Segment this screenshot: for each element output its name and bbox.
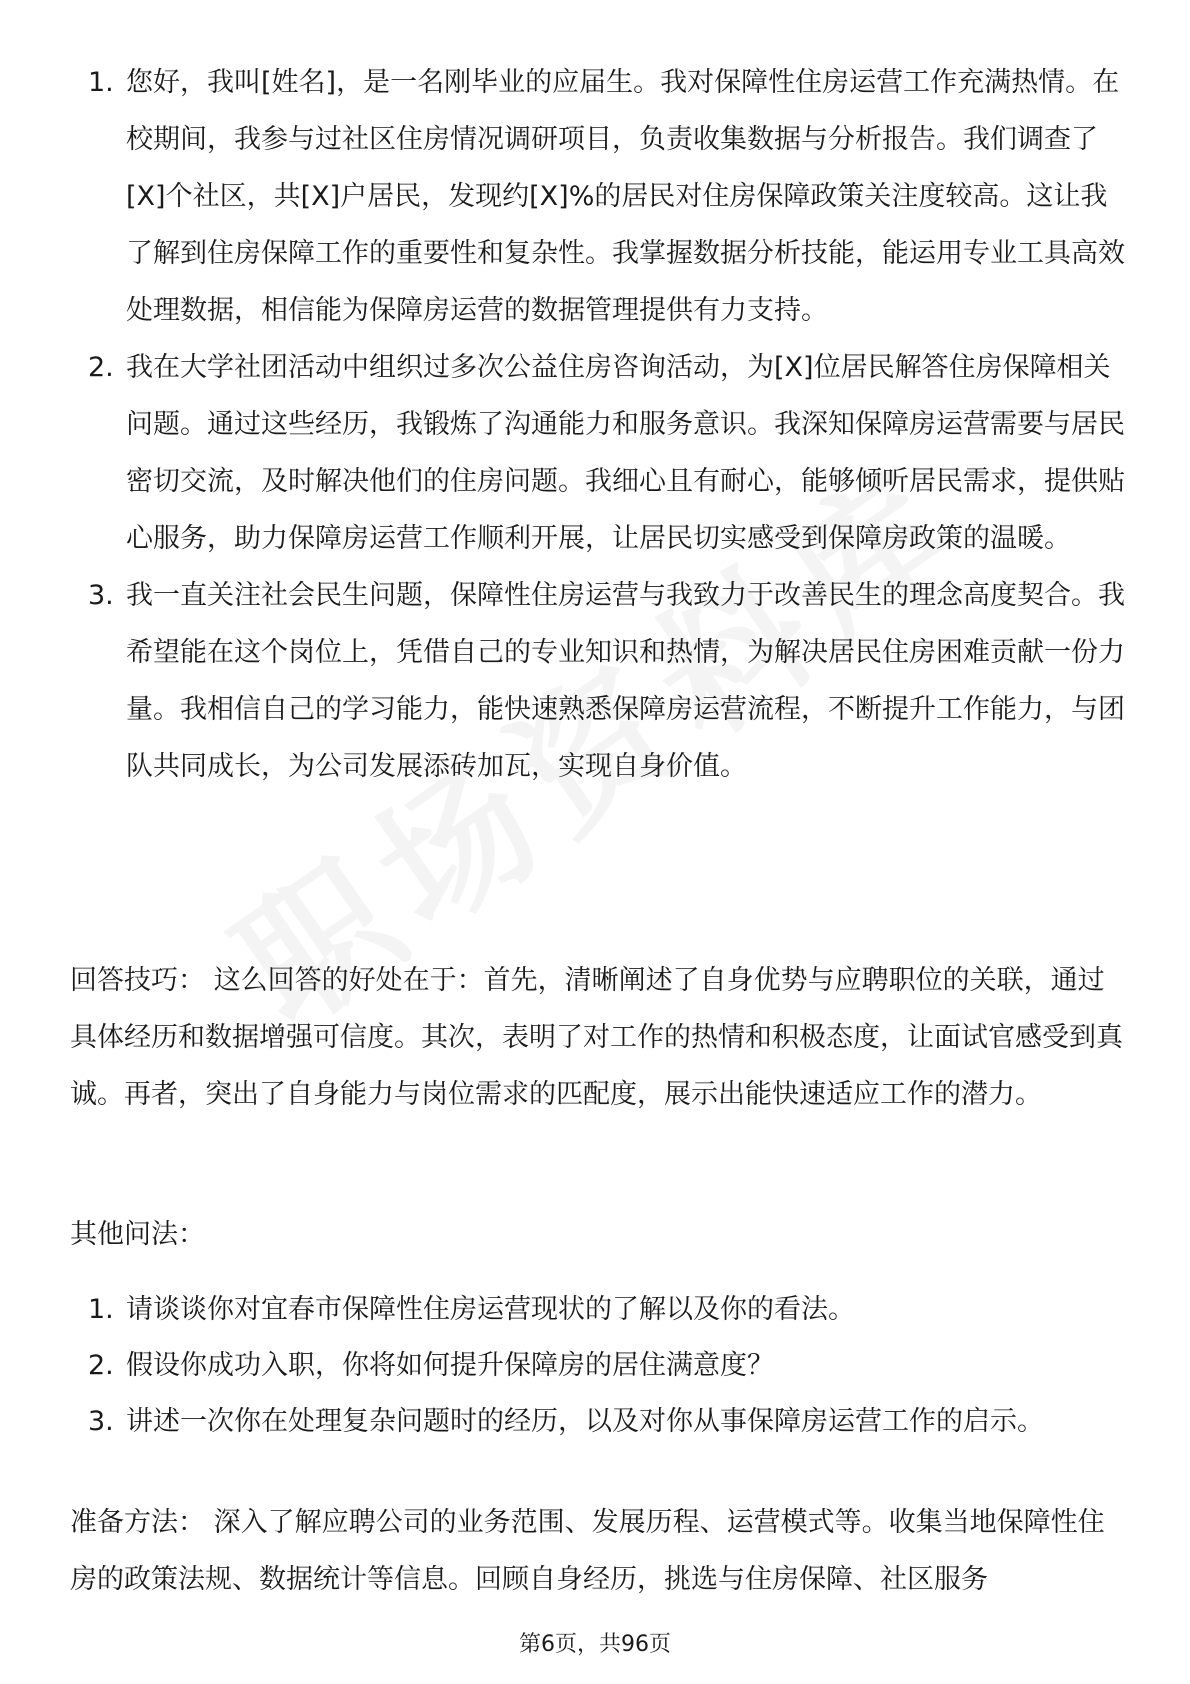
other-questions-heading: 其他问法： bbox=[70, 1219, 205, 1250]
answer-text: 我在大学社团活动中组织过多次公益住房咨询活动，为[X]位居民解答住房保障相关问题。通过这些经历，我锻炼了沟通能力和服务意识。我深知保障房运营需要与居民密切交流，及时解决他们的住房问题。我细心且有耐心，能够倾听居民需求，提供贴心服务，助力保障房运营工作顺利开展，让居民切实感受到保障房政策的温暖。 bbox=[126, 352, 1125, 554]
page-number-footer: 第6页，共96页 bbox=[519, 1632, 671, 1657]
answer-list bbox=[88, 54, 1128, 795]
list-item bbox=[88, 567, 1128, 795]
list-item bbox=[88, 54, 1128, 339]
list-number: 1. bbox=[88, 67, 114, 98]
list-number: 2. bbox=[88, 352, 114, 383]
list-number: 2. bbox=[88, 1350, 114, 1381]
list-number: 3. bbox=[88, 580, 114, 611]
list-item bbox=[88, 1394, 1128, 1450]
other-questions-list bbox=[88, 1282, 1128, 1450]
question-text: 假设你成功入职，你将如何提升保障房的居住满意度？ bbox=[126, 1350, 774, 1381]
answer-text: 您好，我叫[姓名]，是一名刚毕业的应届生。我对保障性住房运营工作充满热情。在校期间，我参与过社区住房情况调研项目，负责收集数据与分析报告。我们调查了[X]个社区，共[X]户居民，发现约[X]%的居民对住房保障政策关注度较高。这让我了解到住房保障工作的重要性和复杂性。我掌握数据分析技能，能运用专业工具高效处理数据，相信能为保障房运营的数据管理提供有力支持。 bbox=[126, 67, 1125, 326]
question-text: 请谈谈你对宜春市保障性住房运营现状的了解以及你的看法。 bbox=[126, 1294, 855, 1325]
answer-tips-paragraph: 回答技巧： 这么回答的好处在于：首先，清晰阐述了自身优势与应聘职位的关联，通过具体经历和数据增强可信度。其次，表明了对工作的热情和积极态度，让面试官感受到真诚。再者，突出了自身能力与岗位需求的匹配度，展示出能快速适应工作的潜力。 bbox=[70, 965, 1123, 1110]
list-item bbox=[88, 1338, 1128, 1394]
list-number: 1. bbox=[88, 1294, 114, 1325]
list-number: 3. bbox=[88, 1406, 114, 1437]
list-item bbox=[88, 339, 1128, 567]
preparation-paragraph: 准备方法： 深入了解应聘公司的业务范围、发展历程、运营模式等。收集当地保障性住房的政策法规、数据统计等信息。回顾自身经历，挑选与住房保障、社区服务 bbox=[70, 1507, 1105, 1595]
question-text: 讲述一次你在处理复杂问题时的经历，以及对你从事保障房运营工作的启示。 bbox=[126, 1406, 1044, 1437]
answer-text: 我一直关注社会民生问题，保障性住房运营与我致力于改善民生的理念高度契合。我希望能在这个岗位上，凭借自己的专业知识和热情，为解决居民住房困难贡献一份力量。我相信自己的学习能力，能快速熟悉保障房运营流程，不断提升工作能力，与团队共同成长，为公司发展添砖加瓦，实现自身价值。 bbox=[126, 580, 1125, 782]
list-item bbox=[88, 1282, 1128, 1338]
